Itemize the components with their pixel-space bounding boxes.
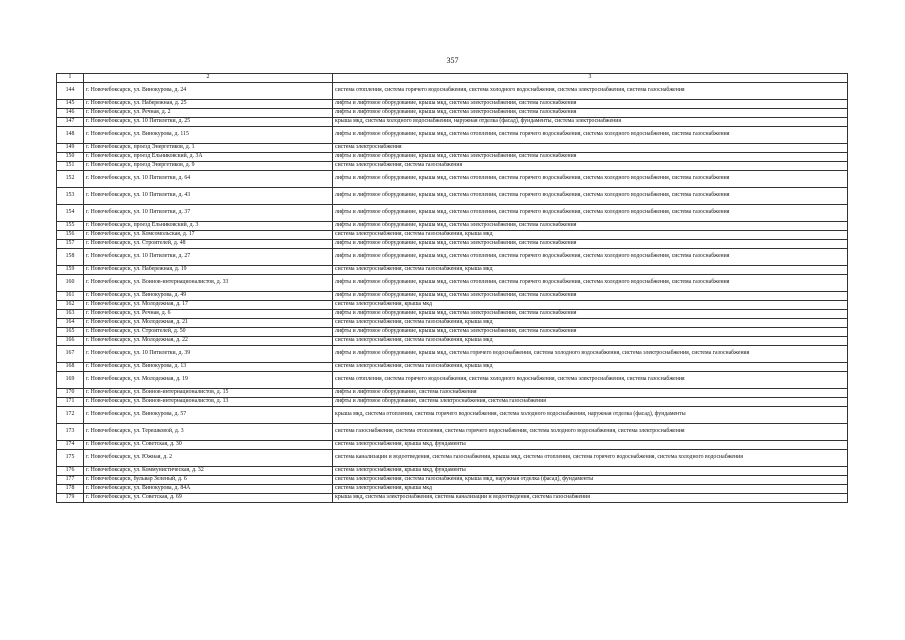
- row-address: г. Новочебоксарск, ул. Воинов-интернационалистов, д. 13: [84, 398, 333, 407]
- table-row: [57, 118, 848, 127]
- row-number: 149: [57, 144, 84, 153]
- table-row: [57, 249, 848, 266]
- table-row: [57, 231, 848, 240]
- row-number: 150: [57, 153, 84, 162]
- table-row: [57, 319, 848, 328]
- row-address: г. Новочебоксарск, ул. Набережная, д. 19: [84, 266, 333, 275]
- row-systems: лифты и лифтовое оборудование, крыша мкд, система электроснабжения, система газоснабжения: [333, 100, 848, 109]
- table-row: [57, 301, 848, 310]
- table-row: [57, 222, 848, 231]
- row-systems: лифты и лифтовое оборудование, крыша мкд, система электроснабжения, система газоснабжения: [333, 292, 848, 301]
- row-number: 173: [57, 424, 84, 441]
- table-row: [57, 424, 848, 441]
- row-number: 163: [57, 310, 84, 319]
- row-number: 178: [57, 485, 84, 494]
- row-number: 167: [57, 346, 84, 363]
- row-number: 177: [57, 476, 84, 485]
- row-systems: система электроснабжения, система газоснабжения: [333, 162, 848, 171]
- row-systems: система отопления, система горячего водоснабжения, система холодного водоснабжения, система электроснабжения, система газоснабжения: [333, 83, 848, 100]
- row-systems: лифты и лифтовое оборудование, крыша мкд, система отопления, система горячего водоснабжения, система холодного водоснабжения, система газоснабжения: [333, 249, 848, 266]
- row-address: г. Новочебоксарск, ул. Строителей, д. 48: [84, 240, 333, 249]
- table-row: [57, 205, 848, 222]
- table-row: [57, 346, 848, 363]
- row-address: г. Новочебоксарск, ул. Винокурова, д. 13: [84, 363, 333, 372]
- row-address: г. Новочебоксарск, ул. Воинов-интернационалистов, д. 15: [84, 389, 333, 398]
- table-row: [57, 389, 848, 398]
- row-number: 159: [57, 266, 84, 275]
- row-address: г. Новочебоксарск, ул. Комсомольская, д. 17: [84, 231, 333, 240]
- table-row: [57, 109, 848, 118]
- row-systems: система отопления, система горячего водоснабжения, система холодного водоснабжения, система электроснабжения, система газоснабжения: [333, 372, 848, 389]
- row-systems: крыша мкд, система отопления, система горячего водоснабжения, система холодного водоснабжения, наружная отделка (фасад), фундаменты: [333, 407, 848, 424]
- row-systems: система электроснабжения, крыша мкд, фундаменты: [333, 467, 848, 476]
- row-address: г. Новочебоксарск, ул. Молодежная, д. 19: [84, 372, 333, 389]
- row-address: г. Новочебоксарск, ул. 10 Пятилетки, д. 25: [84, 118, 333, 127]
- row-systems: лифты и лифтовое оборудование, крыша мкд, система электроснабжения, система газоснабжения: [333, 310, 848, 319]
- row-address: г. Новочебоксарск, проезд Энергетиков, д. 1: [84, 144, 333, 153]
- row-address: г. Новочебоксарск, ул. Винокурова, д. 115: [84, 127, 333, 144]
- row-systems: лифты и лифтовое оборудование, крыша мкд, система электроснабжения, система газоснабжения: [333, 109, 848, 118]
- row-number: 162: [57, 301, 84, 310]
- table-row: [57, 328, 848, 337]
- table-row: [57, 275, 848, 292]
- row-address: г. Новочебоксарск, ул. Набережная, д. 25: [84, 100, 333, 109]
- table-header-row: [57, 74, 848, 83]
- row-number: 169: [57, 372, 84, 389]
- row-number: 158: [57, 249, 84, 266]
- row-address: г. Новочебоксарск, проезд Ельниковский, д. 3А: [84, 153, 333, 162]
- row-systems: лифты и лифтовое оборудование, крыша мкд, система электроснабжения, система газоснабжения: [333, 240, 848, 249]
- row-systems: лифты и лифтовое оборудование, крыша мкд, система отопления, система горячего водоснабжения, система холодного водоснабжения, система газоснабжения: [333, 188, 848, 205]
- row-systems: система канализации и водоотведения, система газоснабжения, крыша мкд, система отопления, система горячего водоснабжения, система холодного водоснабжения: [333, 450, 848, 467]
- row-number: 161: [57, 292, 84, 301]
- table-row: [57, 450, 848, 467]
- row-systems: лифты и лифтовое оборудование, крыша мкд, система отопления, система горячего водоснабжения, система холодного водоснабжения, система газоснабжения: [333, 275, 848, 292]
- row-systems: лифты и лифтовое оборудование, крыша мкд, система электроснабжения, система газоснабжения: [333, 328, 848, 337]
- table-row: [57, 494, 848, 503]
- row-systems: система электроснабжения, система газоснабжения, крыша мкд: [333, 363, 848, 372]
- table-row: [57, 144, 848, 153]
- row-systems: система электроснабжения, система газоснабжения, крыша мкд, наружная отделка (фасад), фундаменты: [333, 476, 848, 485]
- table-row: [57, 240, 848, 249]
- row-systems: система электроснабжения, крыша мкд, фундаменты: [333, 441, 848, 450]
- row-number: 168: [57, 363, 84, 372]
- header-col-3: 3: [333, 74, 848, 83]
- row-number: 160: [57, 275, 84, 292]
- row-systems: система электроснабжения, система газоснабжения, крыша мкд: [333, 266, 848, 275]
- row-number: 145: [57, 100, 84, 109]
- row-address: г. Новочебоксарск, ул. Молодежная, д. 21: [84, 319, 333, 328]
- row-address: г. Новочебоксарск, ул. Винокурова, д. 49: [84, 292, 333, 301]
- table-row: [57, 83, 848, 100]
- table-row: [57, 171, 848, 188]
- row-number: 157: [57, 240, 84, 249]
- row-address: г. Новочебоксарск, ул. Советская, д. 69: [84, 494, 333, 503]
- row-address: г. Новочебоксарск, ул. Винокурова, д. 24: [84, 83, 333, 100]
- row-address: г. Новочебоксарск, ул. Молодежная, д. 22: [84, 337, 333, 346]
- table-row: [57, 153, 848, 162]
- row-number: 148: [57, 127, 84, 144]
- row-number: 170: [57, 389, 84, 398]
- row-number: 146: [57, 109, 84, 118]
- row-address: г. Новочебоксарск, ул. Молодежная, д. 17: [84, 301, 333, 310]
- table-row: [57, 162, 848, 171]
- row-systems: лифты и лифтовое оборудование, крыша мкд, система отопления, система горячего водоснабжения, система холодного водоснабжения, система газоснабжения: [333, 171, 848, 188]
- row-number: 174: [57, 441, 84, 450]
- table-row: [57, 337, 848, 346]
- row-number: 154: [57, 205, 84, 222]
- row-systems: система электроснабжения, система газоснабжения, крыша мкд: [333, 337, 848, 346]
- table-row: [57, 441, 848, 450]
- row-systems: система электроснабжения, крыша мкд: [333, 485, 848, 494]
- row-systems: лифты и лифтовое оборудование, система газоснабжения: [333, 389, 848, 398]
- header-col-2: 2: [84, 74, 333, 83]
- row-systems: крыша мкд, система электроснабжения, система канализации и водоотведения, система газоснабжения: [333, 494, 848, 503]
- table-row: [57, 188, 848, 205]
- table-row: [57, 127, 848, 144]
- row-number: 147: [57, 118, 84, 127]
- row-address: г. Новочебоксарск, бульвар Зеленый, д. 6: [84, 476, 333, 485]
- table-row: [57, 407, 848, 424]
- row-address: г. Новочебоксарск, ул. 10 Пятилетки, д. 37: [84, 205, 333, 222]
- table-row: [57, 266, 848, 275]
- row-systems: система электроснабжения: [333, 144, 848, 153]
- row-number: 144: [57, 83, 84, 100]
- row-address: г. Новочебоксарск, ул. 10 Пятилетки, д. 27: [84, 249, 333, 266]
- row-number: 151: [57, 162, 84, 171]
- table-row: [57, 398, 848, 407]
- row-number: 165: [57, 328, 84, 337]
- row-address: г. Новочебоксарск, ул. Речная, д. 2: [84, 109, 333, 118]
- row-number: 171: [57, 398, 84, 407]
- page-number: 357: [446, 56, 459, 65]
- row-systems: система электроснабжения, система газоснабжения, крыша мкд: [333, 319, 848, 328]
- row-systems: лифты и лифтовое оборудование, система электроснабжения, система газоснабжения: [333, 398, 848, 407]
- row-number: 152: [57, 171, 84, 188]
- header-col-1: 1: [57, 74, 84, 83]
- row-address: г. Новочебоксарск, ул. Винокурова, д. 84А: [84, 485, 333, 494]
- row-address: г. Новочебоксарск, проезд Ельниковский, д. 3: [84, 222, 333, 231]
- table-row: [57, 100, 848, 109]
- row-number: 153: [57, 188, 84, 205]
- row-address: г. Новочебоксарск, ул. Коммунистическая, д. 32: [84, 467, 333, 476]
- row-address: г. Новочебоксарск, ул. Винокурова, д. 57: [84, 407, 333, 424]
- row-number: 175: [57, 450, 84, 467]
- row-systems: система электроснабжения, крыша мкд: [333, 301, 848, 310]
- repair-schedule-table: [56, 73, 848, 503]
- row-number: 172: [57, 407, 84, 424]
- row-address: г. Новочебоксарск, проезд Энергетиков, д. 9: [84, 162, 333, 171]
- table-row: [57, 467, 848, 476]
- table-row: [57, 372, 848, 389]
- row-address: г. Новочебоксарск, ул. Речная, д. 6: [84, 310, 333, 319]
- row-systems: лифты и лифтовое оборудование, крыша мкд, система отопления, система горячего водоснабжения, система холодного водоснабжения, система газоснабжения: [333, 127, 848, 144]
- row-systems: система электроснабжения, система газоснабжения, крыша мкд: [333, 231, 848, 240]
- row-number: 155: [57, 222, 84, 231]
- table-row: [57, 485, 848, 494]
- row-systems: лифты и лифтовое оборудование, крыша мкд, система электроснабжения, система газоснабжения: [333, 222, 848, 231]
- row-address: г. Новочебоксарск, ул. Советская, д. 30: [84, 441, 333, 450]
- row-address: г. Новочебоксарск, ул. Южная, д. 2: [84, 450, 333, 467]
- row-systems: система газоснабжения, система отопления, система горячего водоснабжения, система холодного водоснабжения, система электроснабжения: [333, 424, 848, 441]
- table-row: [57, 363, 848, 372]
- row-address: г. Новочебоксарск, ул. 10 Пятилетки, д. 43: [84, 188, 333, 205]
- table-row: [57, 476, 848, 485]
- row-number: 164: [57, 319, 84, 328]
- row-address: г. Новочебоксарск, ул. 10 Пятилетки, д. 64: [84, 171, 333, 188]
- row-number: 176: [57, 467, 84, 476]
- row-address: г. Новочебоксарск, ул. Строителей, д. 50: [84, 328, 333, 337]
- row-number: 179: [57, 494, 84, 503]
- row-number: 156: [57, 231, 84, 240]
- row-address: г. Новочебоксарск, ул. 10 Пятилетки, д. 39: [84, 346, 333, 363]
- row-address: г. Новочебоксарск, ул. Терешковой, д. 3: [84, 424, 333, 441]
- row-systems: лифты и лифтовое оборудование, крыша мкд, система горячего водоснабжения, система холодного водоснабжения, система электроснабжения, система газоснабжения: [333, 346, 848, 363]
- row-systems: лифты и лифтовое оборудование, крыша мкд, система отопления, система горячего водоснабжения, система холодного водоснабжения, система газоснабжения: [333, 205, 848, 222]
- row-address: г. Новочебоксарск, ул. Воинов-интернационалистов, д. 33: [84, 275, 333, 292]
- row-number: 166: [57, 337, 84, 346]
- row-systems: лифты и лифтовое оборудование, крыша мкд, система электроснабжения, система газоснабжения: [333, 153, 848, 162]
- row-systems: крыша мкд, система холодного водоснабжения, наружная отделка (фасад), фундаменты, система электроснабжения: [333, 118, 848, 127]
- table-row: [57, 310, 848, 319]
- table-row: [57, 292, 848, 301]
